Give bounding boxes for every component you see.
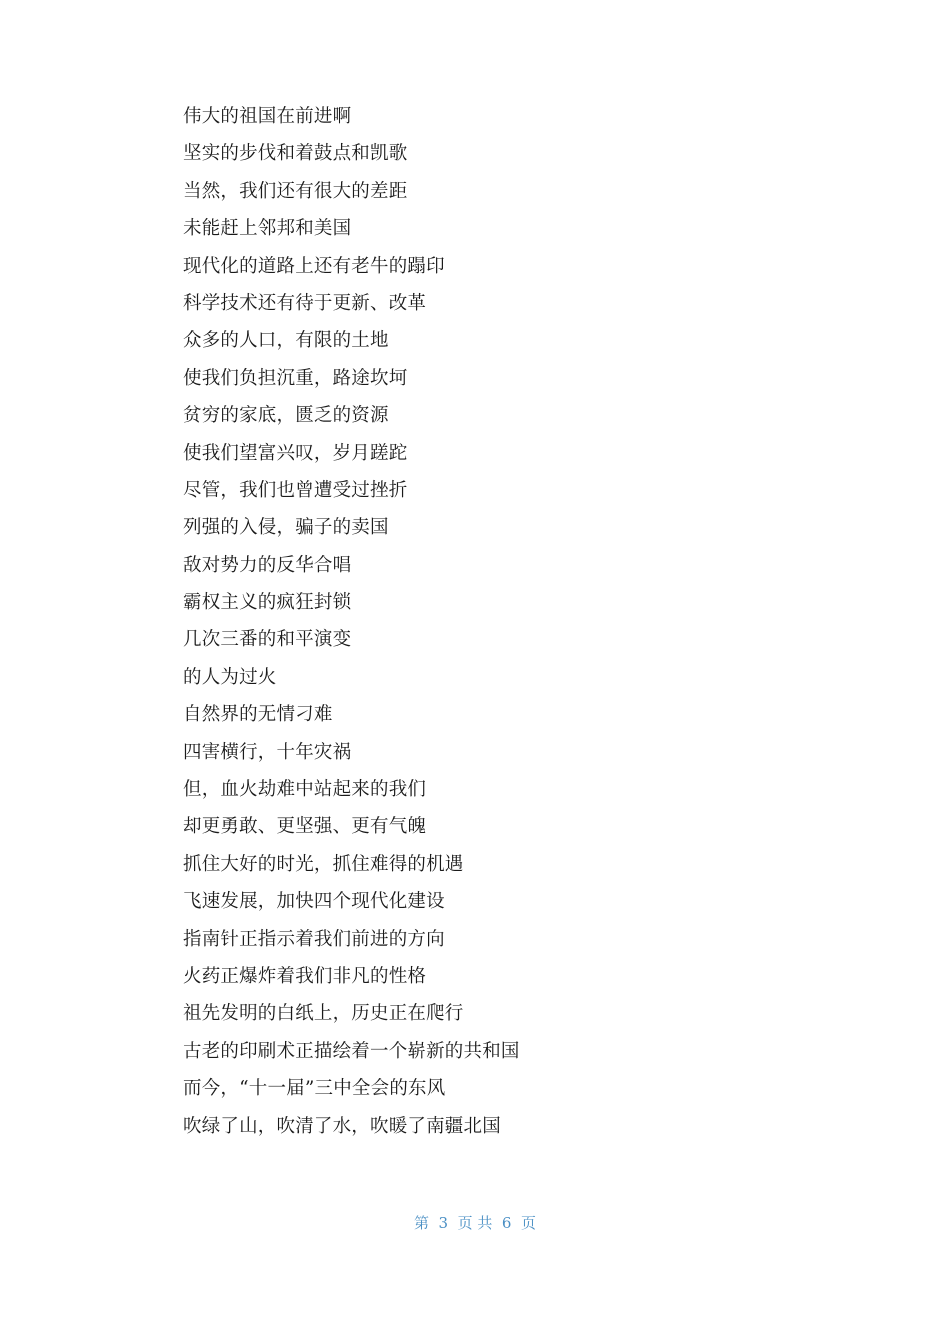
poem-body — [183, 104, 520, 1151]
page-number-footer: 第 3 页 共 6 页 — [414, 1214, 536, 1232]
poem-line: 贫穷的家底，匮乏的资源 — [183, 405, 389, 427]
poem-line: 自然界的无情刁难 — [183, 704, 333, 726]
poem-line: 现代化的道路上还有老牛的蹋印 — [183, 255, 445, 277]
poem-line: 四害横行，十年灾祸 — [183, 741, 352, 763]
poem-line: 使我们望富兴叹，岁月蹉跎 — [183, 442, 408, 464]
poem-line: 当然，我们还有很大的差距 — [183, 180, 408, 202]
poem-line: 霸权主义的疯狂封锁 — [183, 592, 352, 614]
poem-line: 几次三番的和平演变 — [183, 629, 352, 651]
poem-line: 未能赶上邻邦和美国 — [183, 218, 352, 240]
poem-line: 坚实的步伐和着鼓点和凯歌 — [183, 143, 408, 165]
poem-line: 使我们负担沉重，路途坎坷 — [183, 367, 408, 389]
poem-line: 飞速发展，加快四个现代化建设 — [183, 891, 445, 913]
poem-line: 敌对势力的反华合唱 — [183, 554, 352, 576]
poem-line: 而今，“十一届”三中全会的东风 — [183, 1078, 446, 1100]
poem-line: 众多的人口，有限的土地 — [183, 330, 389, 352]
poem-line: 列强的入侵，骗子的卖国 — [183, 517, 389, 539]
poem-line: 祖先发明的白纸上，历史正在爬行 — [183, 1003, 464, 1025]
poem-line: 尽管，我们也曾遭受过挫折 — [183, 479, 408, 501]
poem-line: 却更勇敢、更坚强、更有气魄 — [183, 816, 427, 838]
poem-line: 伟大的祖国在前进啊 — [183, 106, 352, 127]
poem-line: 但，血火劫难中站起来的我们 — [183, 779, 427, 801]
poem-line: 火药正爆炸着我们非凡的性格 — [183, 965, 427, 987]
poem-line: 吹绿了山，吹清了水，吹暖了南疆北国 — [183, 1115, 501, 1137]
poem-line: 抓住大好的时光，抓住难得的机遇 — [183, 853, 464, 875]
poem-line: 科学技术还有待于更新、改革 — [183, 292, 427, 314]
poem-line: 的人为过火 — [183, 666, 277, 688]
poem-line: 古老的印刷术正描绘着一个崭新的共和国 — [183, 1040, 520, 1062]
poem-line: 指南针正指示着我们前进的方向 — [183, 928, 445, 950]
